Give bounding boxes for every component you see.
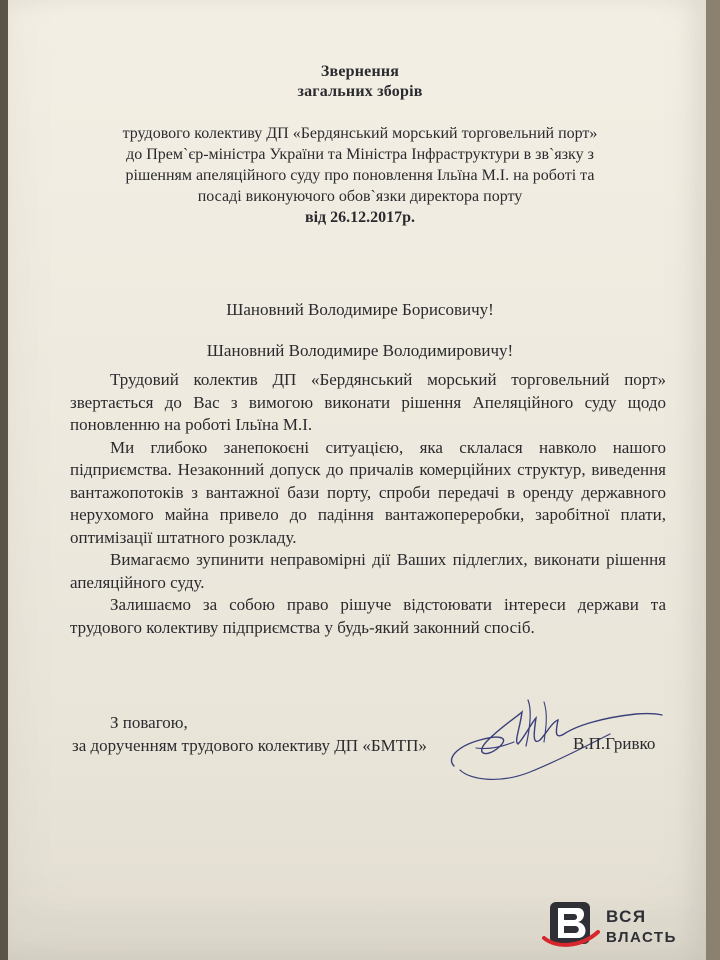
title-line-2: загальних зборів (297, 83, 423, 100)
subtitle-line-1: трудового колективу ДП «Бердянський морський торговельний порт» (122, 125, 598, 142)
watermark-line-2: ВЛАСТЬ (606, 929, 677, 946)
greeting-first: Шановний Володимире Борисовичу! (226, 300, 494, 319)
document-subtitle (40, 123, 680, 228)
letter-body (70, 369, 666, 639)
document-date: від 26.12.2017р. (304, 209, 416, 226)
closing-on-behalf: за дорученням трудового колективу ДП «БМТП» (72, 736, 427, 755)
paragraph-rights: Залишаємо за собою право рішуче відстоювати інтереси держави та трудового колективу підприємства у будь-який законний спосіб. (70, 595, 666, 637)
greeting-second: Шановний Володимире Володимировичу! (206, 341, 514, 360)
subtitle-line-4: посаді виконуючого обов`язки директора порту (197, 188, 523, 205)
subtitle-line-2: до Прем`єр-міністра України та Міністра Інфраструктури в зв`язку з (126, 146, 594, 163)
paragraph-stop: Вимагаємо зупинити неправомірні дії Ваших підлеглих, виконати рішення апеляційного суду. (70, 550, 666, 592)
closing-block (72, 711, 427, 757)
title-line-1: Звернення (320, 63, 400, 80)
paragraph-demand: Трудовий колектив ДП «Бердянський морський торговельний порт» звертається до Вас з вимогою виконати рішення Апеляційного суду щодо поновленню на роботі Ільїна М.І. (70, 370, 666, 434)
document-title (0, 62, 720, 102)
subtitle-line-3: рішенням апеляційного суду про поновлення Ільїна М.І. на роботі та (125, 167, 595, 184)
paragraph-concern: Ми глибоко занепокоєні ситуацією, яка склалася навколо нашого підприємства. Незаконний допуск до причалів комерційних структур, виведення вантажопотоків з вантажної бази порту, спроби передачі в оренду державного нерухомого майна привело до падіння вантажопереробки, заробітної плати, оптимізації штатного розкладу. (70, 437, 666, 547)
closing-respect: З повагою, (110, 713, 188, 732)
watermark-line-1: ВСЯ (606, 907, 647, 926)
signer-name: В.П.Гривко (573, 734, 656, 753)
